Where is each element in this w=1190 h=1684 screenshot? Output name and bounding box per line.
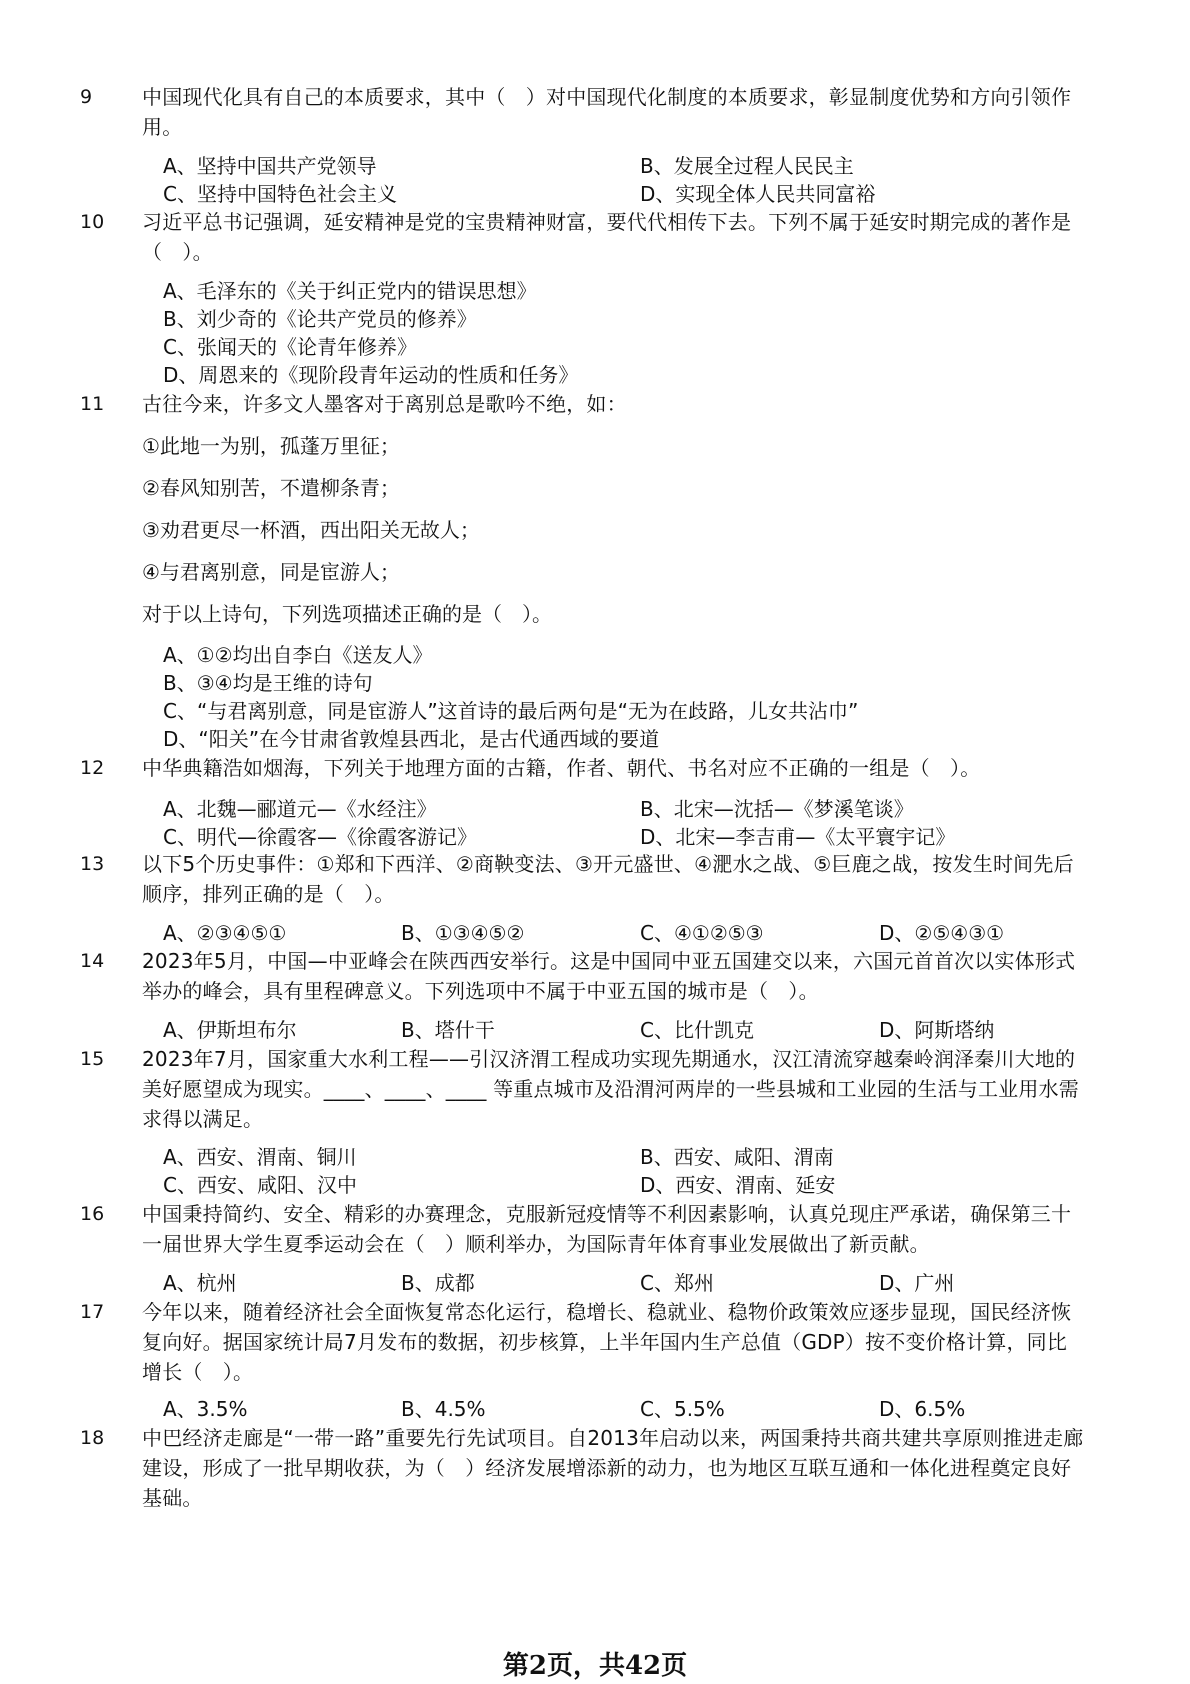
option-d[interactable]: D、6.5% [879,1397,966,1421]
option-a[interactable]: A、北魏—郦道元—《水经注》 [163,797,437,821]
option-d[interactable]: D、周恩来的《现阶段青年运动的性质和任务》 [163,363,579,387]
question-stem: 以下5个历史事件：①郑和下西洋、②商鞅变法、③开元盛世、④淝水之战、⑤巨鹿之战，按发生时间先后顺序，排列正确的是（ ）。 [142,852,1074,906]
option-b[interactable]: B、西安、咸阳、渭南 [640,1145,834,1169]
question-stem: 2023年5月，中国—中亚峰会在陕西西安举行。这是中国同中亚五国建交以来，六国元首首次以实体形式举办的峰会，具有里程碑意义。下列选项中不属于中亚五国的城市是（ ）。 [142,949,1076,1003]
question-number: 9 [80,86,93,108]
option-d[interactable]: D、“阳关”在今甘肃省敦煌县西北，是古代通西域的要道 [163,727,660,751]
option-d[interactable]: D、北宋—李吉甫—《太平寰宇记》 [640,825,956,849]
poem-line-2: ②春风知别苦，不遣柳条青； [142,476,400,500]
option-c[interactable]: C、明代—徐霞客—《徐霞客游记》 [163,825,477,849]
option-d[interactable]: D、西安、渭南、延安 [640,1173,836,1197]
question-stem: 中国秉持简约、安全、精彩的办赛理念，克服新冠疫情等不利因素影响，认真兑现庄严承诺，确保第三十一届世界大学生夏季运动会在（ ）顺利举办，为国际青年体育事业发展做出了新贡献。 [142,1202,1072,1256]
question-prompt: 对于以上诗句，下列选项描述正确的是（ ）。 [142,602,552,626]
option-c[interactable]: C、张闻天的《论青年修养》 [163,335,417,359]
option-b[interactable]: B、塔什干 [401,1018,495,1042]
question-stem: 习近平总书记强调，延安精神是党的宝贵精神财富，要代代相传下去。下列不属于延安时期完成的著作是（ ）。 [142,210,1072,264]
option-b[interactable]: B、4.5% [401,1397,486,1421]
option-d[interactable]: D、实现全体人民共同富裕 [640,182,876,206]
option-c[interactable]: C、“与君离别意，同是宦游人”这首诗的最后两句是“无为在歧路，儿女共沾巾” [163,699,859,723]
question-number: 12 [80,757,105,779]
option-a[interactable]: A、坚持中国共产党领导 [163,154,377,178]
option-a[interactable]: A、西安、渭南、铜川 [163,1145,357,1169]
option-a[interactable]: A、伊斯坦布尔 [163,1018,297,1042]
question-stem: 中巴经济走廊是“一带一路”重要先行先试项目。自2013年启动以来，两国秉持共商共建共享原则推进走廊建设，形成了一批早期收获，为（ ）经济发展增添新的动力，也为地区互联互通和一体化进程奠定良好基础。 [142,1426,1084,1510]
option-a[interactable]: A、3.5% [163,1397,248,1421]
option-d[interactable]: D、阿斯塔纳 [879,1018,995,1042]
option-b[interactable]: B、北宋—沈括—《梦溪笔谈》 [640,797,914,821]
page-footer: 第2页，共42页 [502,1651,688,1681]
question-number: 15 [80,1048,105,1070]
option-d[interactable]: D、广州 [879,1271,955,1295]
question-number: 13 [80,853,105,875]
option-d[interactable]: D、②⑤④③① [879,921,1005,945]
option-b[interactable]: B、刘少奇的《论共产党员的修养》 [163,307,477,331]
question-stem: 今年以来，随着经济社会全面恢复常态化运行，稳增长、稳就业、稳物价政策效应逐步显现，国民经济恢复向好。据国家统计局7月发布的数据，初步核算，上半年国内生产总值（GDP）按不变价格计算，同比增长（ ）。 [142,1300,1072,1384]
question-number: 18 [80,1427,105,1449]
option-c[interactable]: C、坚持中国特色社会主义 [163,182,397,206]
poem-line-1: ①此地一为别，孤蓬万里征； [142,434,400,458]
option-b[interactable]: B、①③④⑤② [401,921,525,945]
question-stem: 中国现代化具有自己的本质要求，其中（ ）对中国现代化制度的本质要求，彰显制度优势和方向引领作用。 [142,85,1072,139]
question-number: 14 [80,950,105,972]
question-stem: 2023年7月，国家重大水利工程——引汉济渭工程成功实现先期通水，汉江清流穿越秦岭润泽秦川大地的美好愿望成为现实。____、____、____ 等重点城市及沿渭河两岸的一些县城和工业园的生活与工业用水需求得以满足。 [142,1047,1079,1131]
option-c[interactable]: C、郑州 [640,1271,714,1295]
option-a[interactable]: A、毛泽东的《关于纠正党内的错误思想》 [163,279,537,303]
question-stem: 中华典籍浩如烟海，下列关于地理方面的古籍，作者、朝代、书名对应不正确的一组是（ ）。 [142,756,981,780]
option-b[interactable]: B、③④均是王维的诗句 [163,671,373,695]
option-a[interactable]: A、①②均出自李白《送友人》 [163,643,433,667]
question-number: 17 [80,1301,105,1323]
question-number: 16 [80,1203,105,1225]
question-stem: 古往今来，许多文人墨客对于离别总是歌吟不绝，如： [142,392,627,416]
option-b[interactable]: B、发展全过程人民民主 [640,154,854,178]
option-c[interactable]: C、5.5% [640,1397,725,1421]
option-b[interactable]: B、成都 [401,1271,475,1295]
option-c[interactable]: C、西安、咸阳、汉中 [163,1173,357,1197]
option-c[interactable]: C、比什凯克 [640,1018,754,1042]
poem-line-4: ④与君离别意，同是宦游人； [142,560,400,584]
option-a[interactable]: A、②③④⑤① [163,921,287,945]
poem-line-3: ③劝君更尽一杯酒，西出阳关无故人； [142,518,480,542]
question-number: 11 [80,393,105,415]
question-number: 10 [80,211,105,233]
option-a[interactable]: A、杭州 [163,1271,237,1295]
option-c[interactable]: C、④①②⑤③ [640,921,764,945]
